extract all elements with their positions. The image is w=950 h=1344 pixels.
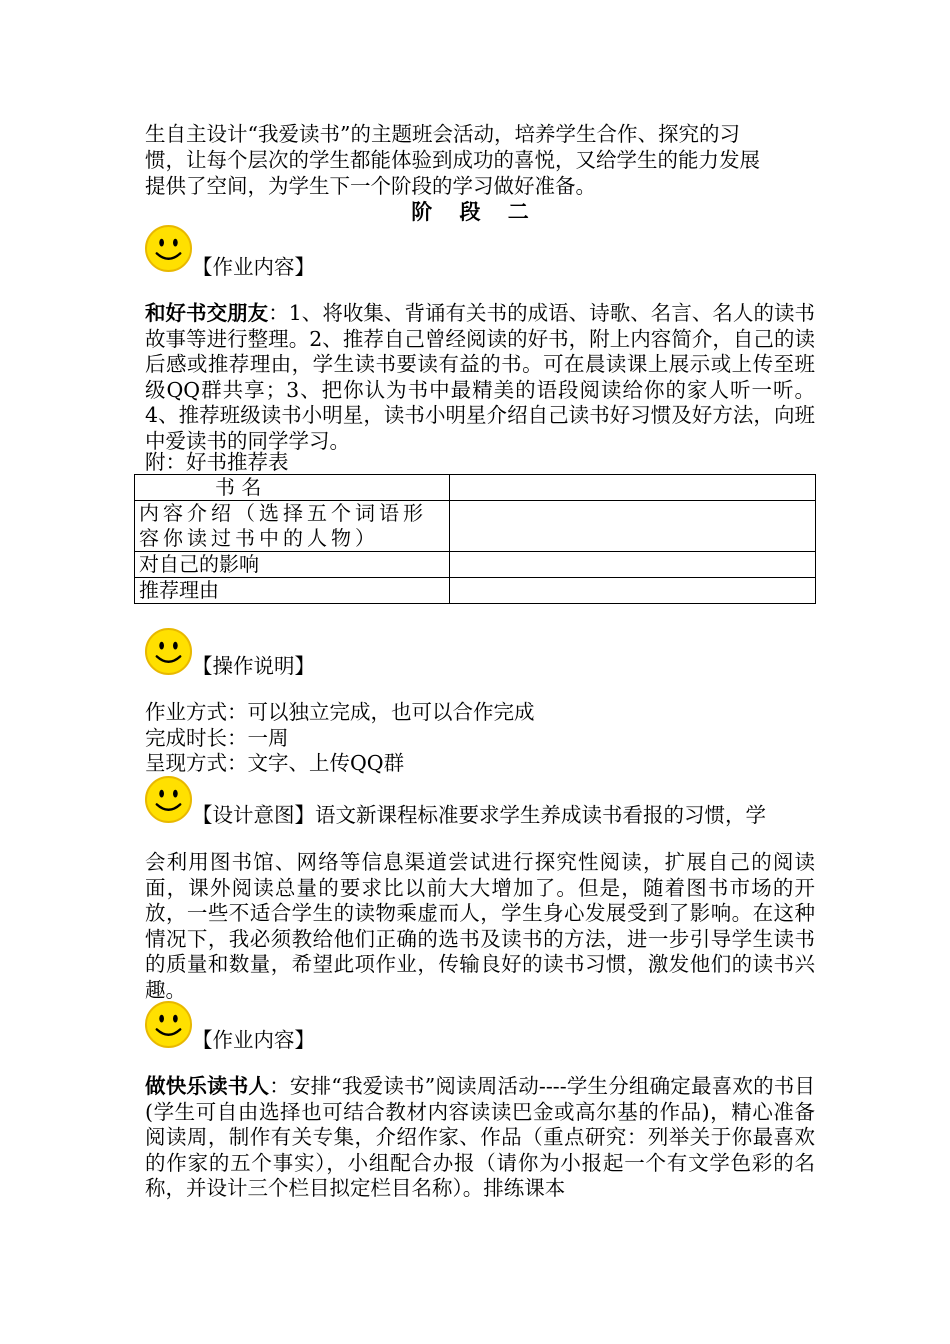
section4-lead: 做快乐读书人 [145,1074,270,1098]
table-label-content: 内容介绍（选择五个词语形容你读过书中的人物） [135,501,450,552]
instruction-mode: 作业方式：可以独立完成，也可以合作完成 [145,700,535,724]
section1-paragraph [145,301,815,454]
design-intent-label: 【设计意图】 [192,803,315,827]
table-row [135,501,816,552]
instruction-duration: 完成时长：一周 [145,726,289,750]
section3-paragraph: 会利用图书馆、网络等信息渠道尝试进行探究性阅读，扩展自己的阅读面，课外阅读总量的要求比以前大大增加了。但是，随着图书市场的开放，一些不适合学生的读物乘虚而人，学生身心发展受到了影响。在这种情况下，我必须教给他们正确的选书及读书的方法，进一步引导学生读书的质量和数量，希望此项作业，传输良好的读书习惯，激发他们的读书兴趣。 [145,850,815,1002]
intro-line-1: 生自主设计“我爱读书”的主题班会活动，培养学生合作、探究的习 [145,122,740,146]
smiley-face-icon [144,224,193,273]
book-recommendation-table [134,474,816,604]
table-row [135,475,816,501]
table-cell-reason[interactable] [450,578,816,604]
smiley-face-icon [144,627,193,676]
table-label-influence: 对自己的影响 [135,552,450,578]
instruction-presentation: 呈现方式：文字、上传QQ群 [145,751,405,775]
section4-text: ：安排“我爱读书”阅读周活动----学生分组确定最喜欢的书目(学生可自由选择也可结合教材内容读读巴金或高尔基的作品)，精心准备阅读周，制作有关专集，介绍作家、作品（重点研究：列举关于你最喜欢的作家的五个事实），小组配合办报（请你为小报起一个有文学色彩的名称，并设计三个栏目拟定栏目名称）。排练课本 [145,1074,815,1200]
stage-title: 阶 段 二 [411,200,539,224]
table-cell-influence[interactable] [450,552,816,578]
table-caption: 附：好书推荐表 [145,450,289,474]
section1-lead: 和好书交朋友 [145,301,269,325]
table-row [135,552,816,578]
section4-paragraph [145,1074,815,1202]
section-label-design-intent [192,803,766,828]
section-label-assignment-2: 【作业内容】 [192,1028,315,1052]
intro-line-2: 惯，让每个层次的学生都能体验到成功的喜悦，又给学生的能力发展 [145,148,760,172]
table-row [135,578,816,604]
table-cell-content[interactable] [450,501,816,552]
intro-line-3: 提供了空间，为学生下一个阶段的学习做好准备。 [145,174,596,198]
section-label-assignment: 【作业内容】 [192,255,315,279]
smiley-face-icon [144,1000,193,1049]
design-intent-first-line: 语文新课程标准要求学生养成读书看报的习惯，学 [315,803,766,827]
section1-text: ：1、将收集、背诵有关书的成语、诗歌、名言、名人的读书故事等进行整理。2、推荐自己曾经阅读的好书，附上内容简介，自己的读后感或推荐理由，学生读书要读有益的书。可在晨读课上展示或上传至班级QQ群共享；3、把你认为书中最精美的语段阅读给你的家人听一听。4、推荐班级读书小明星，读书小明星介绍自己读书好习惯及好方法，向班中爱读书的同学学习。 [145,301,816,453]
section-label-instructions: 【操作说明】 [192,654,315,678]
table-cell-book-name[interactable] [450,475,816,501]
smiley-face-icon [144,775,193,824]
table-label-book-name: 书 名 [135,475,450,501]
table-label-reason: 推荐理由 [135,578,450,604]
